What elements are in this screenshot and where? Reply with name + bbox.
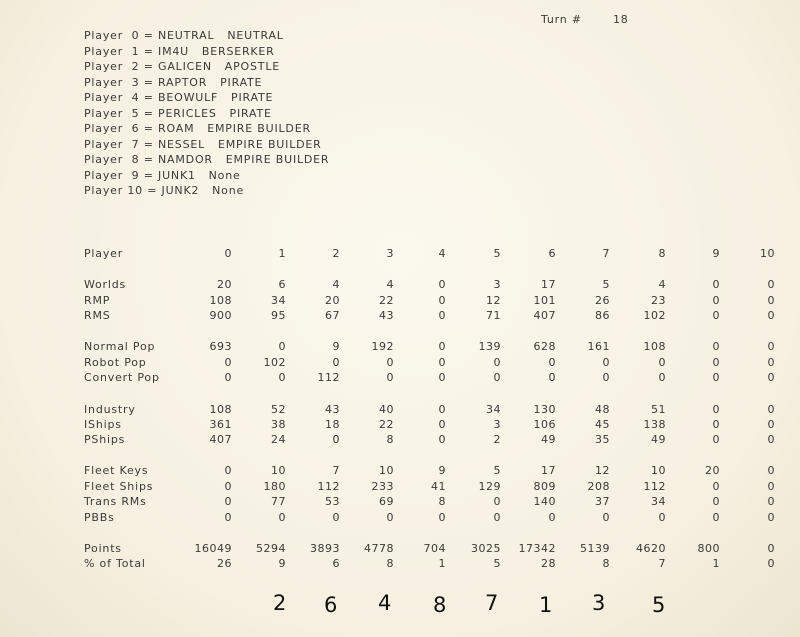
table-cell: 43 — [325, 403, 340, 416]
table-cell: 24 — [271, 433, 286, 446]
roster-line: Player 4 = BEOWULF PIRATE — [84, 91, 274, 104]
table-cell: 693 — [209, 340, 232, 353]
table-cell: 192 — [371, 340, 394, 353]
table-cell: 41 — [431, 480, 446, 493]
table-cell: 71 — [486, 309, 501, 322]
table-cell: 0 — [767, 403, 775, 416]
table-cell: 180 — [263, 480, 286, 493]
table-cell: 0 — [712, 356, 720, 369]
table-cell: 0 — [767, 480, 775, 493]
table-cell: 140 — [533, 495, 556, 508]
table-cell: 0 — [767, 356, 775, 369]
table-cell: 49 — [651, 433, 666, 446]
table-cell: 0 — [438, 340, 446, 353]
handwritten-rank: 8 — [433, 593, 447, 617]
table-cell: 0 — [767, 511, 775, 524]
table-cell: 34 — [271, 294, 286, 307]
table-cell: 8 — [386, 557, 394, 570]
table-cell: 0 — [224, 356, 232, 369]
table-cell: 0 — [767, 433, 775, 446]
column-header: 5 — [493, 247, 501, 260]
table-cell: 8 — [438, 495, 446, 508]
table-cell: 704 — [423, 542, 446, 555]
table-cell: 208 — [587, 480, 610, 493]
table-cell: 0 — [493, 356, 501, 369]
table-cell: 52 — [271, 403, 286, 416]
table-cell: 77 — [271, 495, 286, 508]
handwritten-rank: 6 — [324, 593, 338, 617]
table-cell: 233 — [371, 480, 394, 493]
column-header: 9 — [712, 247, 720, 260]
table-cell: 3025 — [471, 542, 501, 555]
column-header: 7 — [602, 247, 610, 260]
table-cell: 0 — [767, 464, 775, 477]
table-cell: 0 — [767, 557, 775, 570]
row-label: Trans RMs — [84, 495, 147, 508]
table-cell: 0 — [602, 511, 610, 524]
table-cell: 0 — [767, 294, 775, 307]
table-cell: 0 — [224, 371, 232, 384]
table-cell: 12 — [486, 294, 501, 307]
row-label: Worlds — [84, 278, 127, 291]
table-cell: 7 — [332, 464, 340, 477]
roster-line: Player 0 = NEUTRAL NEUTRAL — [84, 29, 284, 42]
roster-line: Player 8 = NAMDOR EMPIRE BUILDER — [84, 153, 330, 166]
table-cell: 0 — [712, 495, 720, 508]
table-cell: 38 — [271, 418, 286, 431]
table-cell: 0 — [332, 356, 340, 369]
table-cell: 130 — [533, 403, 556, 416]
table-cell: 4620 — [636, 542, 666, 555]
row-label: Normal Pop — [84, 340, 156, 353]
row-label: Points — [84, 542, 122, 555]
turn-value: 18 — [613, 13, 629, 26]
table-cell: 18 — [325, 418, 340, 431]
table-cell: 2 — [493, 433, 501, 446]
table-cell: 0 — [658, 511, 666, 524]
table-cell: 0 — [602, 356, 610, 369]
table-cell: 0 — [493, 511, 501, 524]
table-cell: 49 — [541, 433, 556, 446]
table-cell: 12 — [595, 464, 610, 477]
table-cell: 43 — [379, 309, 394, 322]
table-cell: 0 — [438, 418, 446, 431]
table-cell: 34 — [486, 403, 501, 416]
table-cell: 9 — [278, 557, 286, 570]
roster-line: Player 10 = JUNK2 None — [84, 184, 245, 197]
table-cell: 0 — [386, 371, 394, 384]
table-cell: 4778 — [364, 542, 394, 555]
table-cell: 26 — [595, 294, 610, 307]
table-cell: 0 — [548, 511, 556, 524]
table-cell: 6 — [332, 557, 340, 570]
handwritten-rank: 4 — [378, 591, 392, 615]
handwritten-rank: 1 — [539, 593, 553, 617]
table-cell: 5139 — [580, 542, 610, 555]
table-cell: 0 — [438, 309, 446, 322]
table-cell: 0 — [712, 309, 720, 322]
table-cell: 0 — [224, 495, 232, 508]
table-cell: 5 — [493, 557, 501, 570]
table-cell: 0 — [278, 511, 286, 524]
table-cell: 0 — [712, 278, 720, 291]
table-cell: 0 — [712, 371, 720, 384]
table-cell: 0 — [712, 480, 720, 493]
table-cell: 800 — [697, 542, 720, 555]
table-cell: 0 — [767, 495, 775, 508]
table-cell: 0 — [438, 403, 446, 416]
table-cell: 102 — [643, 309, 666, 322]
row-label: PBBs — [84, 511, 115, 524]
column-header: 10 — [760, 247, 775, 260]
table-cell: 0 — [712, 340, 720, 353]
table-cell: 0 — [438, 356, 446, 369]
table-cell: 9 — [438, 464, 446, 477]
table-cell: 0 — [712, 418, 720, 431]
table-cell: 6 — [278, 278, 286, 291]
table-cell: 51 — [651, 403, 666, 416]
table-cell: 0 — [493, 371, 501, 384]
table-cell: 0 — [712, 294, 720, 307]
table-cell: 129 — [478, 480, 501, 493]
column-header: 1 — [278, 247, 286, 260]
table-cell: 809 — [533, 480, 556, 493]
table-cell: 108 — [209, 294, 232, 307]
column-header: 8 — [658, 247, 666, 260]
table-cell: 0 — [493, 495, 501, 508]
roster-line: Player 3 = RAPTOR PIRATE — [84, 75, 263, 89]
table-cell: 86 — [595, 309, 610, 322]
table-cell: 0 — [438, 371, 446, 384]
table-cell: 0 — [438, 511, 446, 524]
table-cell: 0 — [767, 309, 775, 322]
table-cell: 5 — [493, 464, 501, 477]
table-cell: 102 — [263, 356, 286, 369]
table-cell: 95 — [271, 309, 286, 322]
table-cell: 28 — [541, 557, 556, 570]
table-cell: 3893 — [310, 542, 340, 555]
table-cell: 9 — [332, 340, 340, 353]
table-cell: 4 — [386, 278, 394, 291]
table-cell: 45 — [595, 418, 610, 431]
handwritten-rank: 2 — [273, 591, 287, 615]
roster-line: Player 1 = IM4U BERSERKER — [84, 44, 275, 58]
column-header: 6 — [548, 247, 556, 260]
table-cell: 37 — [595, 495, 610, 508]
roster-line: Player 9 = JUNK1 None — [84, 168, 241, 182]
row-label: PShips — [84, 433, 126, 446]
table-cell: 4 — [332, 278, 340, 291]
table-cell: 69 — [379, 495, 394, 508]
table-cell: 0 — [278, 340, 286, 353]
table-cell: 0 — [712, 433, 720, 446]
table-cell: 106 — [533, 418, 556, 431]
table-cell: 108 — [209, 403, 232, 416]
table-cell: 0 — [658, 371, 666, 384]
table-cell: 48 — [595, 403, 610, 416]
roster-line: Player 2 = GALICEN APOSTLE — [84, 60, 280, 73]
table-cell: 161 — [587, 340, 610, 353]
table-cell: 40 — [379, 403, 394, 416]
table-cell: 900 — [209, 309, 232, 322]
table-cell: 361 — [209, 418, 232, 431]
table-cell: 67 — [325, 309, 340, 322]
row-label: Fleet Keys — [84, 464, 149, 477]
table-cell: 53 — [325, 495, 340, 508]
table-cell: 112 — [317, 371, 340, 384]
table-cell: 8 — [602, 557, 610, 570]
table-cell: 34 — [651, 495, 666, 508]
table-cell: 10 — [271, 464, 286, 477]
table-cell: 10 — [379, 464, 394, 477]
handwritten-rank: 3 — [592, 591, 606, 615]
table-cell: 20 — [705, 464, 720, 477]
table-cell: 0 — [438, 294, 446, 307]
table-cell: 3 — [493, 418, 501, 431]
table-cell: 0 — [386, 511, 394, 524]
table-cell: 4 — [658, 278, 666, 291]
table-cell: 108 — [643, 340, 666, 353]
row-label: Convert Pop — [84, 371, 160, 384]
table-cell: 7 — [658, 557, 666, 570]
table-cell: 20 — [325, 294, 340, 307]
table-cell: 101 — [533, 294, 556, 307]
column-header: 2 — [332, 247, 340, 260]
table-cell: 628 — [533, 340, 556, 353]
table-cell: 0 — [712, 403, 720, 416]
table-cell: 0 — [224, 480, 232, 493]
handwritten-rank: 5 — [652, 593, 666, 617]
table-cell: 16049 — [194, 542, 232, 555]
table-cell: 0 — [602, 371, 610, 384]
table-cell: 407 — [209, 433, 232, 446]
table-cell: 22 — [379, 418, 394, 431]
table-cell: 0 — [767, 418, 775, 431]
table-cell: 17 — [541, 464, 556, 477]
roster-line: Player 6 = ROAM EMPIRE BUILDER — [84, 122, 311, 135]
column-header: 3 — [386, 247, 394, 260]
roster-line: Player 7 = NESSEL EMPIRE BUILDER — [84, 137, 322, 151]
row-label: Industry — [84, 403, 136, 416]
table-cell: 0 — [767, 340, 775, 353]
table-cell: 0 — [767, 371, 775, 384]
table-cell: 22 — [379, 294, 394, 307]
table-cell: 112 — [317, 480, 340, 493]
table-cell: 0 — [767, 278, 775, 291]
table-cell: 0 — [548, 371, 556, 384]
row-label: RMS — [84, 309, 111, 322]
header-label: Player — [84, 247, 124, 260]
table-cell: 138 — [643, 418, 666, 431]
table-cell: 1 — [438, 557, 446, 570]
table-cell: 0 — [548, 356, 556, 369]
table-cell: 0 — [658, 356, 666, 369]
turn-label: Turn # — [541, 13, 582, 26]
roster-line: Player 5 = PERICLES PIRATE — [84, 106, 272, 120]
table-cell: 0 — [767, 542, 775, 555]
table-cell: 139 — [478, 340, 501, 353]
table-cell: 112 — [643, 480, 666, 493]
table-cell: 1 — [712, 557, 720, 570]
table-cell: 0 — [438, 278, 446, 291]
table-cell: 3 — [493, 278, 501, 291]
table-cell: 0 — [438, 433, 446, 446]
table-cell: 0 — [278, 371, 286, 384]
table-cell: 0 — [332, 511, 340, 524]
table-cell: 0 — [332, 433, 340, 446]
table-cell: 0 — [386, 356, 394, 369]
table-cell: 5294 — [256, 542, 286, 555]
table-cell: 26 — [217, 557, 232, 570]
table-cell: 35 — [595, 433, 610, 446]
table-cell: 407 — [533, 309, 556, 322]
table-cell: 0 — [224, 511, 232, 524]
column-header: 4 — [438, 247, 446, 260]
row-label: Robot Pop — [84, 356, 147, 369]
table-cell: 0 — [224, 464, 232, 477]
table-cell: 5 — [602, 278, 610, 291]
table-cell: 10 — [651, 464, 666, 477]
table-cell: 23 — [651, 294, 666, 307]
row-label: RMP — [84, 294, 111, 307]
handwritten-rank: 7 — [485, 591, 499, 615]
row-label: % of Total — [84, 557, 146, 570]
table-cell: 8 — [386, 433, 394, 446]
row-label: IShips — [84, 418, 122, 431]
table-cell: 17342 — [518, 542, 556, 555]
table-cell: 0 — [712, 511, 720, 524]
row-label: Fleet Ships — [84, 480, 154, 493]
table-cell: 20 — [217, 278, 232, 291]
column-header: 0 — [224, 247, 232, 260]
table-cell: 17 — [541, 278, 556, 291]
